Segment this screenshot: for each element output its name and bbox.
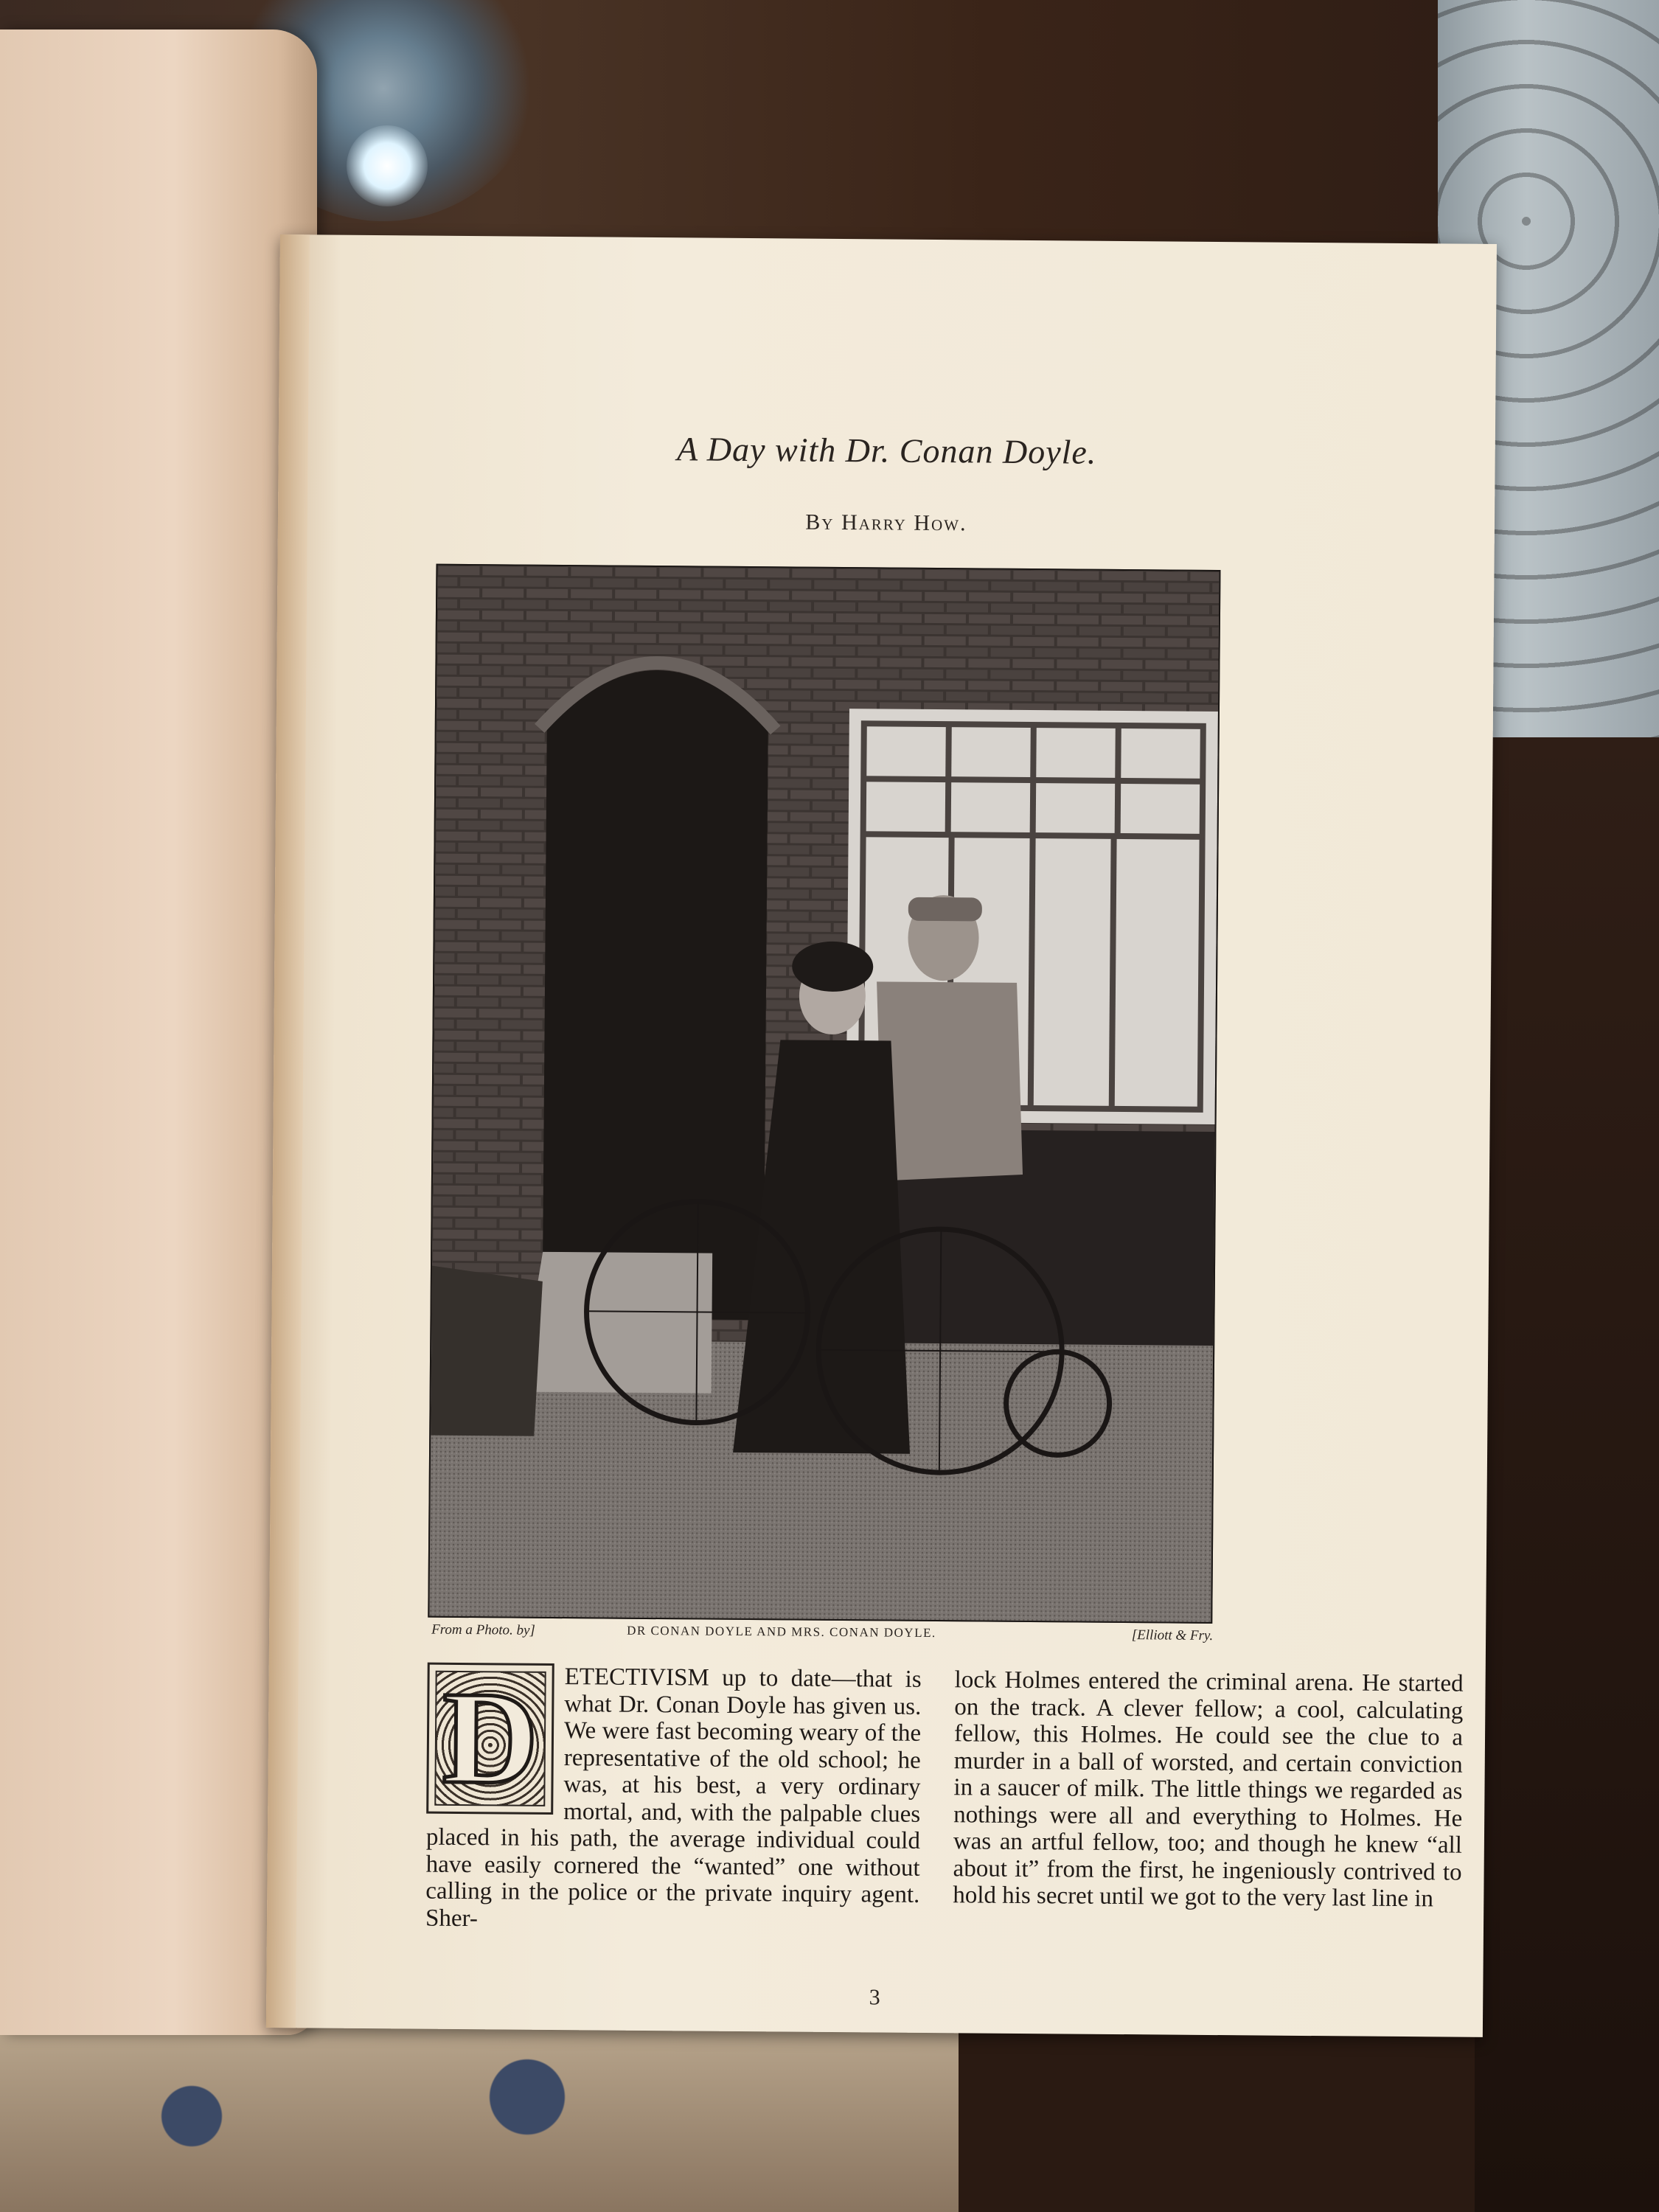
article-byline: By Harry How. <box>805 509 967 536</box>
wooden-table <box>1475 737 1659 2212</box>
stone-steps <box>520 1252 712 1394</box>
article-title: A Day with Dr. Conan Doyle. <box>676 430 1097 471</box>
caption-credit-right: [Elliott & Fry. <box>1131 1627 1214 1644</box>
caption-credit-left: From a Photo. by] <box>431 1621 535 1638</box>
show-through-text <box>589 333 1253 367</box>
man-coat <box>875 981 1024 1182</box>
ornamental-drop-cap <box>426 1663 554 1815</box>
drop-cap-letter: D <box>442 1663 539 1812</box>
page-number: 3 <box>869 1985 880 2010</box>
halftone-photograph <box>428 564 1220 1624</box>
text-column-right <box>953 1666 1464 1913</box>
paragraph-right: lock Holmes entered the criminal arena. He started on the track. A clever fellow; a cool, calculating fellow, this Holmes. He could see the clue to a murder in a ball of worsted, and certain conviction in a saucer of milk. The little things we regarded as nothings were all and everything to Holmes. He was an artful fellow, too; and though he knew “all about it” from the first, he ingeniously contrived to hold his secret until we got to the very last line in <box>953 1666 1464 1913</box>
paragraph-left: ETECTIVISM up to date—that is what Dr. Conan Doyle has given us. We were fast becoming weary of the representative of the old school; he was, at his best, a very ordinary mortal, and, with the palpable clues placed in his path, the average individual could have easily cornered the “wanted” one without calling in the police or the private inquiry agent. Sher- <box>425 1663 922 1932</box>
caption-title: DR CONAN DOYLE AND MRS. CONAN DOYLE. <box>627 1623 936 1641</box>
text-column-left <box>425 1663 922 1935</box>
shrubbery <box>431 1266 543 1436</box>
photo-caption <box>431 1622 1213 1650</box>
arched-doorway <box>542 669 768 1320</box>
lamp-bulb <box>347 125 428 206</box>
patterned-rug <box>0 2020 959 2212</box>
photo-illustration <box>429 566 1219 1622</box>
right-book-page <box>266 234 1497 2037</box>
